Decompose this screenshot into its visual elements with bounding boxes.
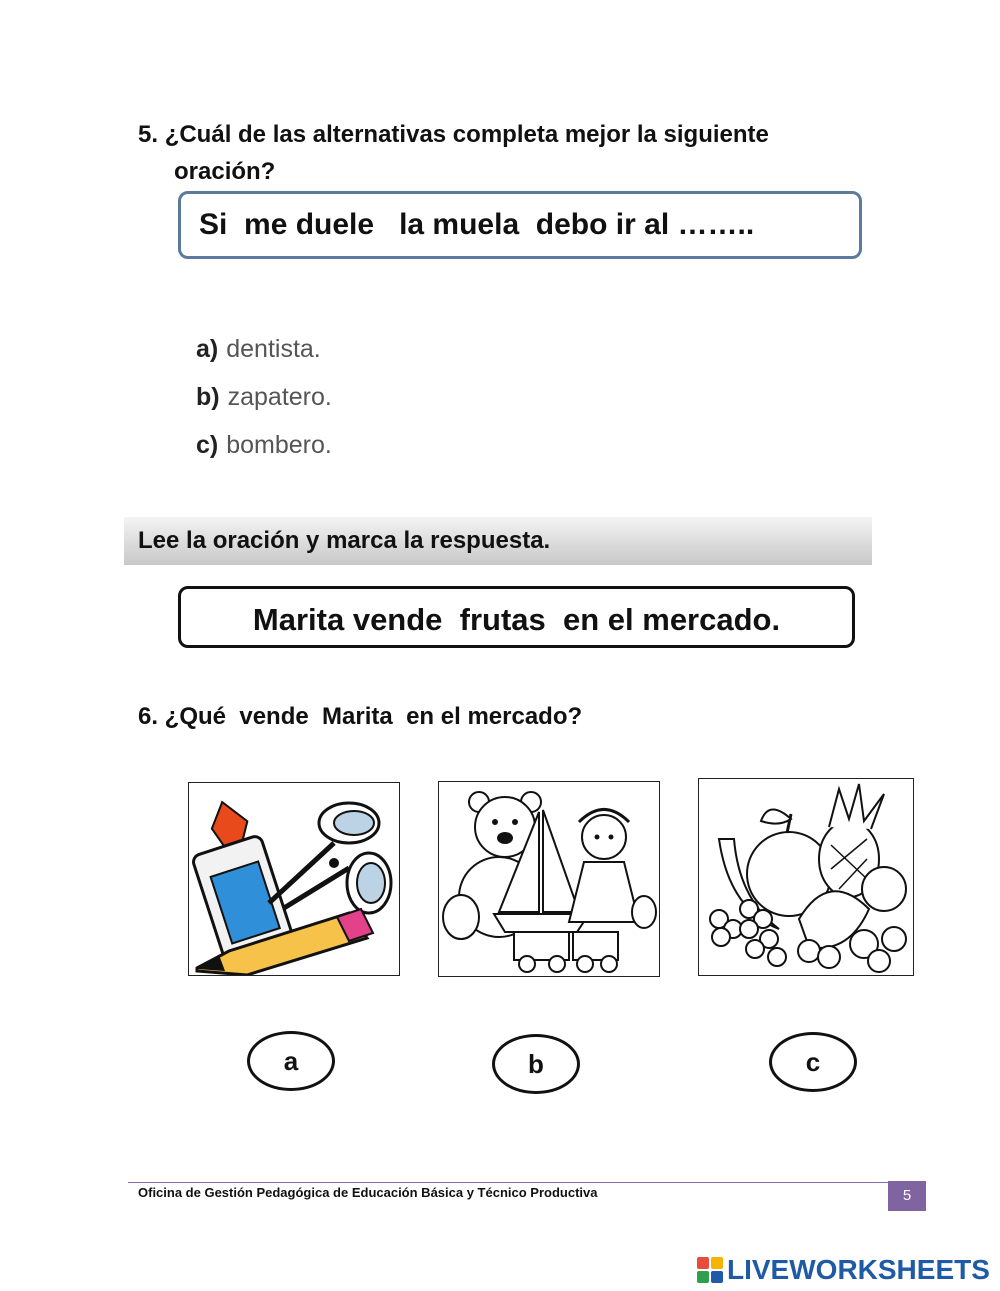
option-c-text: bombero. — [226, 431, 332, 459]
question-5-sentence-box — [178, 191, 862, 259]
option-a-text: dentista. — [226, 335, 321, 363]
option-c-letter: c) — [196, 431, 219, 459]
school-supplies-drawing — [189, 783, 399, 975]
option-a-letter: a) — [196, 335, 219, 363]
question-5-line2: oración? — [174, 158, 276, 185]
option-b-letter: b) — [196, 383, 220, 411]
footer-divider — [128, 1182, 926, 1183]
question-5-sentence: Si me duele la muela debo ir al …….. — [199, 208, 755, 241]
reading-sentence: Marita vende frutas en el mercado. — [252, 602, 781, 637]
brand-name: LIVEWORKSHEETS — [727, 1254, 990, 1285]
question-5-text — [138, 116, 878, 190]
option-b[interactable] — [196, 383, 332, 412]
answer-oval-a[interactable]: a — [247, 1031, 335, 1091]
question-6-text: 6. ¿Qué vende Marita en el mercado? — [138, 703, 583, 730]
fruits-image — [698, 778, 914, 976]
instruction-text: Lee la oración y marca la respuesta. — [138, 527, 551, 554]
reading-sentence-box — [178, 586, 855, 648]
toys-drawing — [439, 782, 659, 976]
toys-image — [438, 781, 660, 977]
page-number: 5 — [888, 1181, 926, 1211]
liveworksheets-brand — [697, 1256, 990, 1284]
question-5-line1: 5. ¿Cuál de las alternativas completa mejor la siguiente — [138, 121, 769, 148]
footer-office: Oficina de Gestión Pedagógica de Educación Básica y Técnico Productiva — [138, 1185, 598, 1200]
instruction-band — [124, 517, 872, 565]
school-supplies-image — [188, 782, 400, 976]
fruits-drawing — [699, 779, 913, 975]
option-c[interactable] — [196, 431, 332, 460]
answer-oval-b[interactable]: b — [492, 1034, 580, 1094]
liveworksheets-logo-icon — [697, 1257, 723, 1283]
answer-oval-c[interactable]: c — [769, 1032, 857, 1092]
option-b-text: zapatero. — [227, 383, 332, 411]
option-a[interactable] — [196, 335, 321, 364]
